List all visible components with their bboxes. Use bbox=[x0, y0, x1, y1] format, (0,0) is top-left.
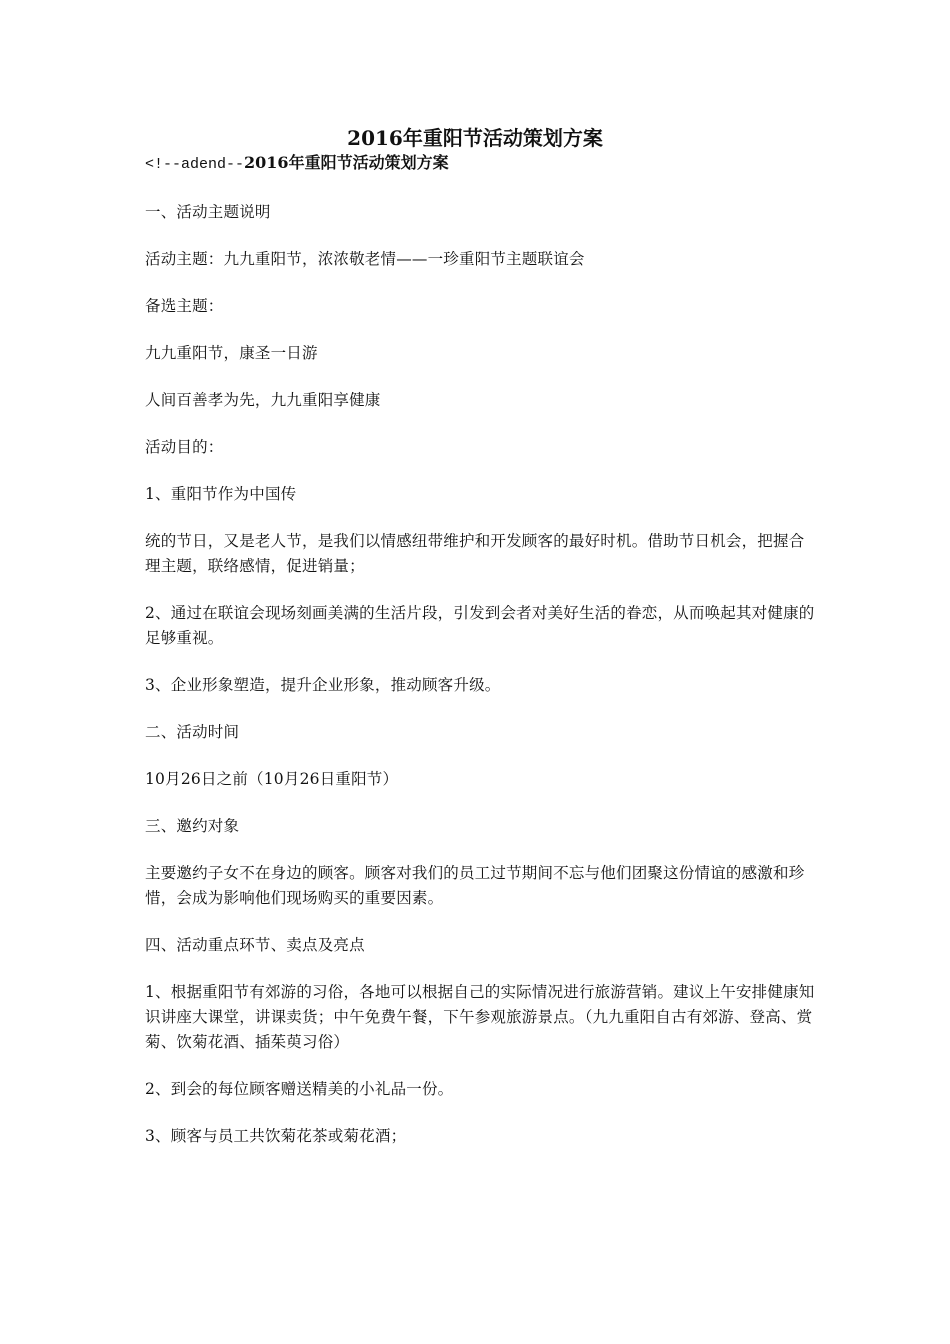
paragraph-time: 10月26日之前（10月26日重阳节） bbox=[145, 770, 399, 788]
paragraph-purpose-1b: 统的节日，又是老人节，是我们以情感纽带维护和开发顾客的最好时机。借助节日机会，把握合理主题，联络感情，促进销量； bbox=[145, 532, 805, 575]
paragraph-alt-theme-label: 备选主题： bbox=[145, 297, 224, 315]
document-body bbox=[145, 200, 815, 1171]
paragraph-highlight-3: 3、顾客与员工共饮菊花茶或菊花酒； bbox=[145, 1127, 407, 1145]
paragraph-purpose-3: 3、企业形象塑造，提升企业形象，推动顾客升级。 bbox=[145, 676, 501, 694]
section-heading-time: 二、活动时间 bbox=[145, 723, 240, 741]
subtitle-prefix: <!--adend-- bbox=[145, 156, 245, 173]
document-title: 2016年重阳节活动策划方案 bbox=[347, 126, 603, 150]
paragraph-purpose-2: 2、通过在联谊会现场刻画美满的生活片段，引发到会者对美好生活的眷恋，从而唤起其对健康的足够重视。 bbox=[145, 604, 815, 647]
paragraph-purpose-1a: 1、重阳节作为中国传 bbox=[145, 485, 297, 503]
section-heading-theme: 一、活动主题说明 bbox=[145, 203, 271, 221]
document-subtitle bbox=[145, 152, 449, 176]
paragraph-theme: 活动主题：九九重阳节，浓浓敬老情——一珍重阳节主题联谊会 bbox=[145, 250, 585, 268]
paragraph-highlight-2: 2、到会的每位顾客赠送精美的小礼品一份。 bbox=[145, 1080, 454, 1098]
subtitle-text: 2016年重阳节活动策划方案 bbox=[244, 153, 449, 172]
section-heading-highlights: 四、活动重点环节、卖点及亮点 bbox=[145, 936, 365, 954]
paragraph-invitees: 主要邀约子女不在身边的顾客。顾客对我们的员工过节期间不忘与他们团聚这份情谊的感激和珍惜，会成为影响他们现场购买的重要因素。 bbox=[145, 864, 805, 907]
paragraph-alt-theme-1: 九九重阳节，康圣一日游 bbox=[145, 344, 318, 362]
paragraph-highlight-1: 1、根据重阳节有郊游的习俗，各地可以根据自己的实际情况进行旅游营销。建议上午安排健康知识讲座大课堂，讲课卖货；中午免费午餐，下午参观旅游景点。（九九重阳自古有郊游、登高、赏菊、饮菊花酒、插茱萸习俗） bbox=[145, 983, 815, 1051]
paragraph-alt-theme-2: 人间百善孝为先，九九重阳享健康 bbox=[145, 391, 381, 409]
paragraph-purpose-label: 活动目的： bbox=[145, 438, 224, 456]
section-heading-invitees: 三、邀约对象 bbox=[145, 817, 240, 835]
